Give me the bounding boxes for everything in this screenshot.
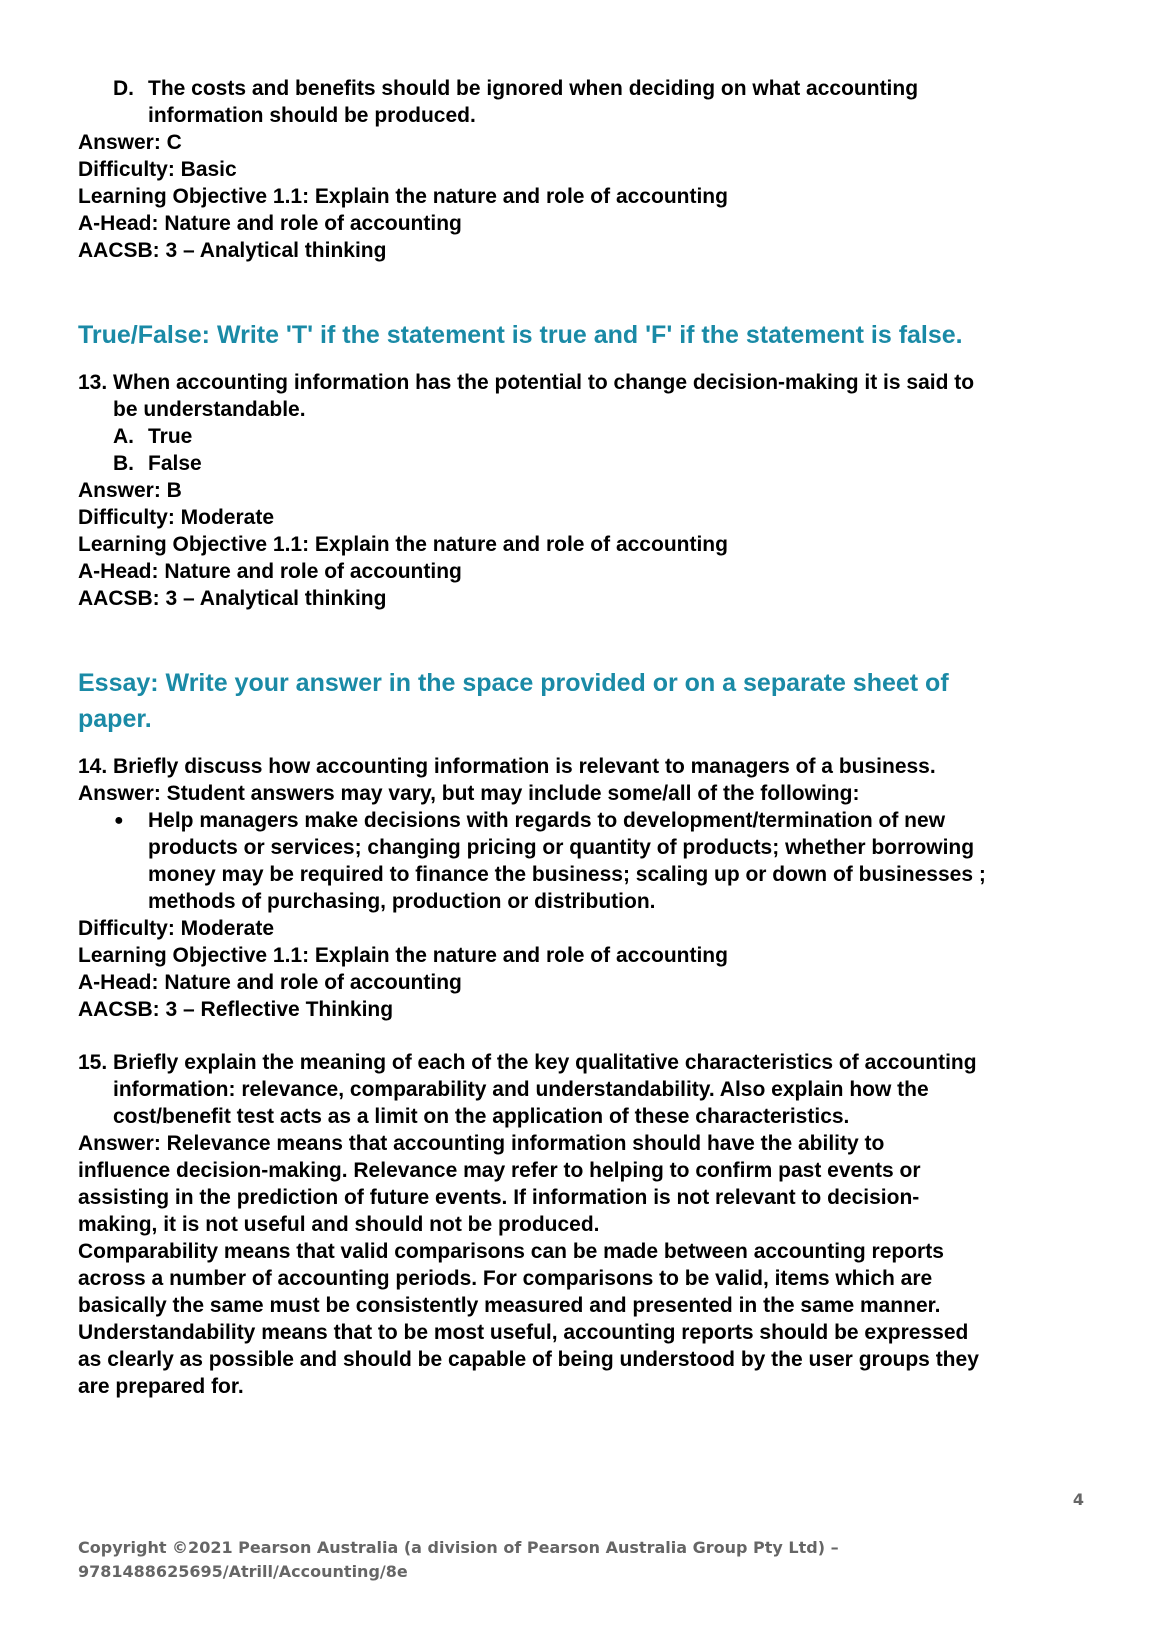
answer-text-line: as clearly as possible and should be capable of being understood by the user groups they (78, 1348, 979, 1371)
a-head-line: A-Head: Nature and role of accounting (78, 971, 462, 994)
question-text-line: information: relevance, comparability and understandability. Also explain how the (113, 1078, 929, 1101)
question-text-line: Briefly discuss how accounting information is relevant to managers of a business. (113, 755, 936, 778)
question-text-line: be understandable. (113, 398, 306, 421)
option-d-text-line: The costs and benefits should be ignored when deciding on what accounting (148, 77, 919, 100)
a-head-line: A-Head: Nature and role of accounting (78, 560, 462, 583)
option-b (78, 450, 1088, 477)
page-content (78, 75, 1088, 1400)
question-text-line: When accounting information has the potential to change decision-making it is said to (113, 371, 975, 394)
bullet-text-line: money may be required to finance the business; scaling up or down of businesses ; (148, 863, 986, 886)
true-false-heading: True/False: Write 'T' if the statement is true and 'F' if the statement is false. (78, 321, 963, 349)
answer-text-line: making, it is not useful and should not be produced. (78, 1213, 600, 1236)
bullet-text-line: Help managers make decisions with regards to development/termination of new (148, 809, 946, 832)
essay-heading (78, 665, 1088, 737)
question-number: 15. (78, 1051, 108, 1074)
difficulty-line: Difficulty: Moderate (78, 917, 275, 940)
difficulty-line: Difficulty: Basic (78, 158, 237, 181)
answer-text-line: across a number of accounting periods. For comparisons to be valid, items which are (78, 1267, 933, 1290)
essay-heading-line: Essay: Write your answer in the space provided or on a separate sheet of (78, 669, 949, 697)
learning-objective-line: Learning Objective 1.1: Explain the nature and role of accounting (78, 533, 728, 556)
copyright-footer (78, 1536, 839, 1584)
copyright-line: 9781488625695/Atrill/Accounting/8e (78, 1562, 408, 1581)
aacsb-line: AACSB: 3 – Analytical thinking (78, 587, 387, 610)
a-head-line: A-Head: Nature and role of accounting (78, 212, 462, 235)
bullet-text-line: products or services; changing pricing or quantity of products; whether borrowing (148, 836, 975, 859)
answer-line: Answer: C (78, 131, 182, 154)
aacsb-line: AACSB: 3 – Analytical thinking (78, 239, 387, 262)
option-a-label: A. (113, 425, 134, 448)
page-number: 4 (1072, 1490, 1084, 1509)
question-13 (78, 369, 1088, 423)
question-number: 14. (78, 755, 108, 778)
answer-text-line: basically the same must be consistently measured and presented in the same manner. (78, 1294, 941, 1317)
question-text-line: cost/benefit test acts as a limit on the application of these characteristics. (113, 1105, 850, 1128)
copyright-line: Copyright ©2021 Pearson Australia (a division of Pearson Australia Group Pty Ltd) – (78, 1538, 839, 1557)
essay-heading-line: paper. (78, 705, 152, 733)
learning-objective-line: Learning Objective 1.1: Explain the nature and role of accounting (78, 185, 728, 208)
answer-text-line: Answer: Relevance means that accounting information should have the ability to (78, 1132, 885, 1155)
answer-text-line: influence decision-making. Relevance may refer to helping to confirm past events or (78, 1159, 921, 1182)
option-a (78, 423, 1088, 450)
answer-text-line: Comparability means that valid comparisons can be made between accounting reports (78, 1240, 944, 1263)
question-number: 13. (78, 371, 108, 394)
question-15 (78, 1049, 1088, 1130)
answer-text-line: are prepared for. (78, 1375, 244, 1398)
option-b-text: False (148, 452, 202, 475)
question-14 (78, 753, 1088, 780)
question-text-line: Briefly explain the meaning of each of the key qualitative characteristics of accounting (113, 1051, 977, 1074)
option-d-label: D. (113, 77, 134, 100)
answer-intro-line: Answer: Student answers may vary, but may include some/all of the following: (78, 782, 860, 805)
answer-text-line: assisting in the prediction of future events. If information is not relevant to decision- (78, 1186, 920, 1209)
option-b-label: B. (113, 452, 134, 475)
option-d (78, 75, 1088, 129)
difficulty-line: Difficulty: Moderate (78, 506, 275, 529)
learning-objective-line: Learning Objective 1.1: Explain the nature and role of accounting (78, 944, 728, 967)
bullet-text-line: methods of purchasing, production or distribution. (148, 890, 656, 913)
answer-bullet (78, 807, 1088, 915)
option-d-text-line: information should be produced. (148, 104, 476, 127)
aacsb-line: AACSB: 3 – Reflective Thinking (78, 998, 394, 1021)
option-a-text: True (148, 425, 193, 448)
answer-line: Answer: B (78, 479, 182, 502)
answer-text-line: Understandability means that to be most useful, accounting reports should be expressed (78, 1321, 969, 1344)
bullet-icon: ● (114, 812, 124, 829)
